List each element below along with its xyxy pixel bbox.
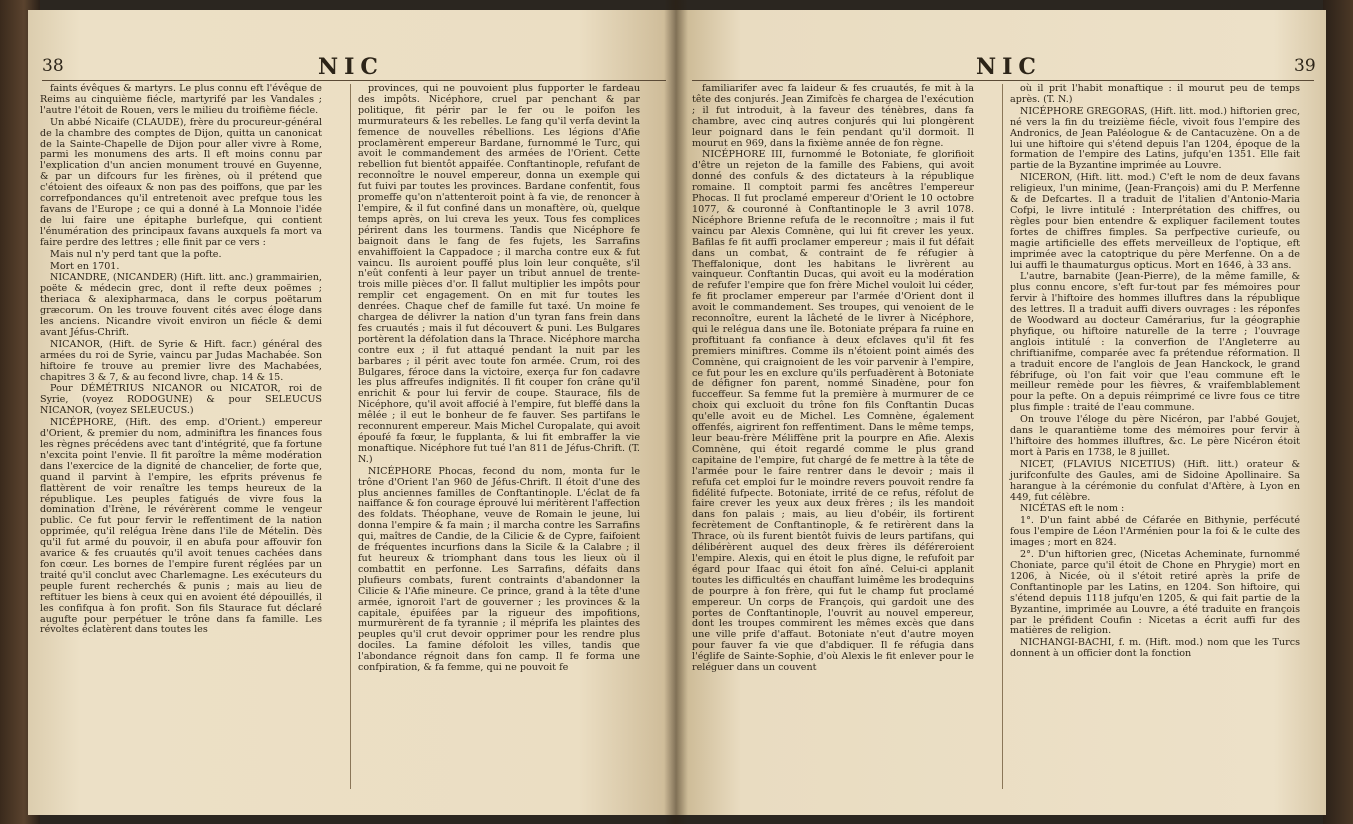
paragraph: familiarifer avec fa laideur & fes cruautés, fe mit à la tête des conjurés. Jean Zimifcès fe chargea de l'exécution ; il fut introduit, à la faveur des ténèbres, dans fa chambre, avec cinq autres conjurés qui lui plongèrent leur poignard dans le fein pendant qu'il dormoit. Il mourut en 969, dans la fixième année de fon règne. [692,83,974,149]
book-gutter [664,0,688,824]
paragraph: provinces, qui ne pouvoient plus fupporter le fardeau des impôts. Nicéphore, cruel par penchant & par politique, fit périr par le fer ou le poifon les murmurateurs & les rebelles. Le fang qu'il verfa devint la femence de nouvelles rébellions. Les légions d'Afie proclamèrent empereur Bardane, furnommé le Turc, qui avoit le commandement des armées de l'Orient. Cette rebellion fut bientôt appaifée. Conftantinople, refufant de reconnoître le nouvel empereur, donna un exemple qui fut fuivi par toutes les provinces. Bardane confentit, fous promeffe qu'on n'attenteroit point à fa vie, de renoncer à l'empire, & il fut confiné dans un monaftère, où, quelque temps après, on lui creva les yeux. Tous fes complices périrent dans les tourmens. Tandis que Nicéphore fe baignoit dans le fang de fes fujets, les Sarrafins envahiffoient la Cappadoce ; il marcha contre eux & fut vaincu. Ils auroient pouffé plus loin leur conquête, s'il n'eût confenti à leur payer un tribut annuel de trente-trois mille pièces d'or. Il fallut multiplier les impôts pour remplir cet engagement. On en mit fur toutes les denrées. Chaque chef de famille fut taxé. Un moine fe chargea de délivrer la nation d'un tyran fans frein dans fes cruautés ; mais il fut découvert & puni. Les Bulgares portèrent la défolation dans la Thrace. Nicéphore marcha contre eux ; il fut attaqué pendant la nuit par les barbares ; il périt avec toute fon armée. Crum, roi des Bulgares, féroce dans la victoire, exerça fur fon cadavre les plus affreufes indignités. Il fit couper fon crâne qu'il enrichit & pour lui fervir de coupe. Staurace, fils de Nicéphore, qu'il avoit affocié à l'empire, fut bleffé dans la mêlée ; il eut le bonheur de fe fauver. Ses partifans le reconnurent empereur. Mais Michel Curopalate, qui avoit époufé fa fœur, le fupplanta, & lui fit embraffer la vie monaftique. Nicéphore fut tué l'an 811 de Jéfus-Chrift. (T. N.) [358,83,640,465]
paragraph: L'autre, barnabite (Jean-Pierre), de la même famille, & plus connu encore, s'eft fur-tout par fes mémoires pour fervir à l'hiftoire des hommes illuftres dans la république des lettres. Il a traduit auffi divers ouvrages : les réponfes de Woodward au docteur Camérarius, fur la géographie phyfique, ou hiftoire naturelle de la terre ; l'ouvrage anglois intitulé : la converfion de l'Angleterre au chriftianifme, comparée avec fa prétendue réformation. Il a traduit encore de l'anglois de Jean Hanckock, le grand fébrifuge, où l'on fait voir que l'eau commune eft le meilleur remède pour les fièvres, & vraifemblablement pour la pefte. On a depuis réimprimé ce livre fous ce titre plus fimple : traité de l'eau commune. [1010,271,1300,414]
running-head: NIC [318,54,384,80]
column-divider [350,84,351,789]
running-head: NIC [976,54,1042,80]
paragraph: Un abbé Nicaife (CLAUDE), frère du procureur-général de la chambre des comptes de Dijon, quitta un canonicat de la Sainte-Chapelle de Dijon pour aller vivre à Rome, parmi les monumens des arts. Il eft moins connu par l'explication d'un ancien monument trouvé en Guyenne, & par un difcours fur les firènes, où il prétend que c'étoient des oifeaux & non pas des poiffons, que par les correfpondances qu'il entretenoit avec prefque tous les favans de l'Europe ; ce qui a donné à La Monnoie l'idée de lui faire une épitaphe burlefque, qui contient l'énumération des principaux favans auxquels fa mort va faire perdre des lettres ; elle finit par ce vers : [40,116,322,248]
paragraph: NICÉPHORE III, furnommé le Botoniate, fe glorifioit d'être un rejeton de la famille des Fabiens, qui avoit donné des confuls & des dictateurs à la république romaine. Il comptoit parmi fes ancêtres l'empereur Phocas. Il fut proclamé empereur d'Orient le 10 octobre 1077, & couronné à Conftantinople le 3 avril 1078. Nicéphore Brienne refufa de le reconnoître ; mais il fut vaincu par Alexis Comnène, qui lui fit crever les yeux. Bafilas fe fit auffi proclamer empereur ; mais il fut défait dans un combat, & contraint de fe réfugier à Theffalonique, dont les habitans le livrèrent au vainqueur. Conftantin Ducas, qui avoit eu la modération de refufer l'empire que fon frère Michel vouloit lui céder, fe fit proclamer empereur par l'armée d'Orient dont il avoit le commandement. Ses troupes, qui venoient de le reconnoître, eurent la lâcheté de le livrer à Nicéphore, qui le relégua dans une île. Botoniate prépara fa ruine en proftituant fa confiance à deux efclaves qu'il fit fes premiers miniftres. Comme ils n'étoient point aimés des Comnène, qui craignoient de les voir parvenir à l'empire, ce fut pour les en exclure qu'ils perfuadèrent à Botoniate de défigner fon parent, nommé Sinadène, pour fon fucceffeur. Sa femme fut la première à murmurer de ce choix qui excluoit du trône fon fils Conftantin Ducas qu'elle avoit eu de Michel. Les Comnène, également offenfés, aigrirent fon reffentiment. Dans le même temps, leur beau-frère Méliffène prit la pourpre en Afie. Alexis Comnène, qui étoit regardé comme le plus grand capitaine de l'empire, fut chargé de fe mettre à la tête de l'armée pour le faire rentrer dans le devoir ; mais il refufa cet emploi fur le moindre revers pouvoit rendre fa fidélité fufpecte. Botoniate, irrité de ce refus, réfolut de faire crever les yeux aux deux frères ; ils les mandoit dans fon palais ; mais, au lieu d'obéir, ils fortirent fecrètement de Conftantinople, & fe retirèrent dans la Thrace, où ils furent bientôt fuivis de leurs partifans, qui délibérèrent auquel des deux frères ils déféreroient l'empire. Alexis, qui en étoit le plus digne, le refufoit par égard pour Ifaac qui étoit fon aîné. Celui-ci applanit toutes les difficultés en chauffant luimême les brodequins de pourpre à fon frère, qui fut le champ fut proclamé empereur. Un corps de François, qui gardoit une des portes de Conftantinople, l'ouvrit au nouvel empereur, dont les troupes commirent les mêmes excès que dans une ville prife d'affaut. Botoniate n'eut d'autre moyen pour fauver fa vie que d'abdiquer. Il fe réfugia dans l'églife de Sainte-Sophie, d'où Alexis le fit enlever pour le reléguer dans un couvent [692,149,974,674]
paragraph: NICÉPHORE, (Hift. des emp. d'Orient.) empereur d'Orient, & premier du nom, adminiftra les finances fous les règnes précédens avec tant d'intégrité, que fa fortune n'excita point l'envie. Il fit paroître la même modération dans l'exercice de la dignité de chancelier, de forte que, quand il parvint à l'empire, les efprits prévenus fe flattèrent de voir renaître les temps heureux de la république. Les peuples fatigués de vivre fous la domination d'Irène, le révérèrent comme le vengeur public. Ce fut pour fervir le reffentiment de la nation opprimée, qu'il relégua Irène dans l'ile de Mételin. Dès qu'il fut armé du pouvoir, il en abufa pour affouvir fon avarice & fes cruautés qu'il avoit tenues cachées dans fon cœur. Les bornes de l'empire furent réglées par un traité qu'il conclut avec Charlemagne. Les exécuteurs du peuple furent recherchés & punis ; mais au lieu de reftituer les biens à ceux qui en avoient été dépouillés, il les confifqua à fon profit. Son fils Staurace fut déclaré augufte pour perpétuer le trône dans fa famille. Les révoltes éclatèrent dans toutes les [40,417,322,636]
paragraph: NICANDRE, (NICANDER) (Hift. litt. anc.) grammairien, poëte & médecin grec, dont il refte deux poëmes ; theriaca & alexipharmaca, dans le corpus poëtarum græcorum. On les trouve fouvent cités avec éloge dans les anciens. Nicandre vivoit environ un fiécle & demi avant Jéfus-Chrift. [40,272,322,338]
paragraph: 2°. D'un hiftorien grec, (Nicetas Acheminate, furnommé Choniate, parce qu'il étoit de Chone en Phrygie) mort en 1206, à Nicée, où il s'étoit retiré après la prife de Conftantinople par les Latins, en 1204. Son hiftoire, qui s'étend depuis 1118 jufqu'en 1205, & qui fait partie de la Byzantine, imprimée au Louvre, a été traduite en françois par le préfident Coufin : Nicetas a écrit auffi fur des matières de religion. [1010,549,1300,637]
column-right-2 [1010,84,1300,661]
paragraph: NICHANGI-BACHI, f. m. (Hift. mod.) nom que les Turcs donnent à un officier dont la fonction [1010,637,1300,660]
paragraph: On trouve l'éloge du père Nicéron, par l'abbé Goujet, dans le quarantième tome des mémoires pour fervir à l'hiftoire des hommes illuftres, &c. Le père Nicéron étoit mort à Paris en 1738, le 8 juillet. [1010,414,1300,458]
paragraph: NICÉPHORE GREGORAS, (Hift. litt. mod.) hiftorien grec, né vers la fin du treizième fiécle, vivoit fous l'empire des Andronics, de Jean Paléologue & de Cantacuzène. On a de lui une hiftoire qui s'étend depuis l'an 1204, époque de la formation de l'empire des Latins, jufqu'en 1351. Elle fait partie de la Byzantine imprimée au Louvre. [1010,105,1300,172]
paragraph: faints évêques & martyrs. Le plus connu eft l'évêque de Reims au cinquième fiécle, martyrifé par les Vandales ; l'autre l'étoit de Rouen, vers le milieu du troifième fiécle. [40,83,322,116]
left-page [28,10,676,815]
paragraph: NICÉPHORE Phocas, fecond du nom, monta fur le trône d'Orient l'an 960 de Jéfus-Chrift. Il étoit d'une des plus anciennes familles de Conftantinople. L'éclat de fa naiffance & fon courage éprouvé lui méritèrent l'affection des foldats. Théophane, veuve de Romain le jeune, lui donna l'empire & fa main ; il marcha contre les Sarrafins qui, maîtres de Candie, de la Cilicie & de Cypre, faifoient de fréquentes incurfions dans la Sicile & la Calabre ; il fut heureux & triomphant dans tous les lieux où il combattit en perfonne. Les Sarrafins, défaits dans plufieurs combats, furent contraints d'abandonner la Cilicie & l'Afie mineure. Ce prince, grand à la tête d'une armée, ignoroit l'art de gouverner ; les provinces & la capitale, épuifées par la rigueur des impofitions, murmurèrent de fa tyrannie ; il méprifa les plaintes des peuples qu'il crut devoir opprimer pour les rendre plus dociles. La famine défoloit les villes, tandis que l'abondance régnoit dans fon camp. Il fe forma une confpiration, & fa femme, qui ne pouvoit fe [358,465,640,674]
column-right-1 [692,84,974,675]
column-divider [1002,84,1003,789]
paragraph: NICANOR, (Hift. de Syrie & Hift. facr.) général des armées du roi de Syrie, vaincu par Judas Machabée. Son hiftoire fe trouve au premier livre des Machabées, chapitres 3 & 7, & au fecond livre, chap. 14 & 15. [40,338,322,383]
paragraph: NICET, (FLAVIUS NICETIUS) (Hift. litt.) orateur & jurifconfulte des Gaules, ami de Sidoine Apollinaire. Sa harangue à la cérémonie du confulat d'Aftère, à Lyon en 449, fut célèbre. [1010,458,1300,503]
paragraph: Mais nul n'y perd tant que la pofte. [50,248,222,260]
paragraph: où il prit l'habit monaftique : il mourut peu de temps après. (T. N.) [1010,83,1300,105]
right-page [676,10,1326,815]
header-rule [692,80,1314,81]
book-cover-right [1323,0,1353,824]
paragraph: NICERON, (Hift. litt. mod.) C'eft le nom de deux favans religieux, l'un minime, (Jean-François) ami du P. Merfenne & de Defcartes. Il a traduit de l'italien d'Antonio-Maria Cofpi, le livre intitulé : Interprétation des chiffres, ou règles pour bien entendre & expliquer facilement toutes fortes de chiffres fimples. Sa perfpective curieufe, ou magie artificielle des effets merveilleux de l'optique, eft imprimée avec la catoptrique du père Merfenne. On a de lui auffi le thaumaturgus opticus. Mort en 1646, à 33 ans. [1010,172,1300,271]
paragraph: NICÉTAS eft le nom : [1020,503,1125,515]
paragraph: Pour DÉMÉTRIUS NICANOR ou NICATOR, roi de Syrie, (voyez RODOGUNE) & pour SELEUCUS NICANOR, (voyez SELEUCUS.) [40,383,322,417]
page-number: 39 [1294,56,1316,76]
column-left-1 [40,84,322,637]
header-rule [42,80,666,81]
column-left-2 [358,84,640,675]
page-number: 38 [42,56,64,76]
paragraph: 1°. D'un faint abbé de Céfarée en Bithynie, perfécuté fous l'empire de Léon l'Arménien pour la foi & le culte des images ; mort en 824. [1010,515,1300,549]
paragraph: Mort en 1701. [50,260,120,272]
